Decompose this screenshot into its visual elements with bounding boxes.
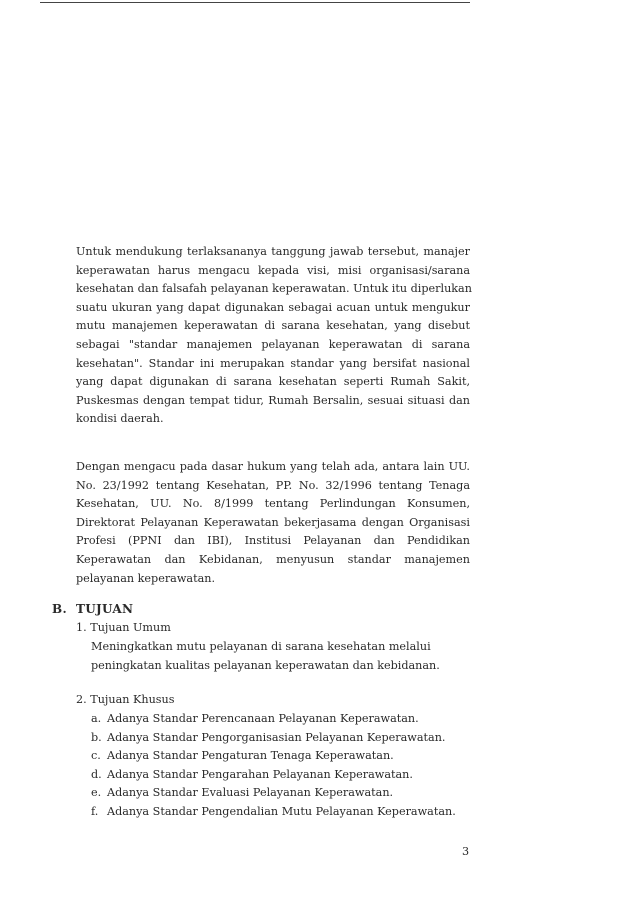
paragraph-line: Puskesmas dengan tempat tidur, Rumah Bersalin, sesuai situasi dan bbox=[76, 393, 470, 407]
list-item-mark: f. bbox=[91, 804, 99, 818]
list-item-mark: d. bbox=[91, 767, 102, 781]
paragraph-line: keperawatan harus mengacu kepada visi, misi organisasi/sarana bbox=[76, 263, 470, 277]
list-item-text: Adanya Standar Pengorganisasian Pelayanan Keperawatan. bbox=[107, 730, 446, 744]
list-item-text: Adanya Standar Evaluasi Pelayanan Keperawatan. bbox=[107, 786, 394, 800]
list-item-mark: b. bbox=[91, 730, 102, 744]
paragraph-line: mutu manajemen keperawatan di sarana kesehatan, yang disebut bbox=[76, 319, 470, 333]
paragraph-line: sebagai "standar manajemen pelayanan keperawatan di sarana bbox=[76, 337, 470, 351]
paragraph-line: suatu ukuran yang dapat digunakan sebagai acuan untuk mengukur bbox=[76, 300, 470, 314]
paragraph-line: pelayanan keperawatan. bbox=[76, 571, 216, 585]
paragraph-line: Dengan mengacu pada dasar hukum yang telah ada, antara lain UU. bbox=[76, 460, 470, 473]
tujuan-umum-line: peningkatan kualitas pelayanan keperawatan dan kebidanan. bbox=[91, 659, 440, 672]
paragraph-line: No. 23/1992 tentang Kesehatan, PP. No. 32/1996 tentang Tenaga bbox=[76, 478, 470, 492]
paragraph-line: kesehatan". Standar ini merupakan standar yang bersifat nasional bbox=[76, 356, 470, 370]
paragraph-line: Untuk mendukung terlaksananya tanggung jawab tersebut, manajer bbox=[76, 245, 470, 258]
list-item bbox=[91, 803, 456, 822]
paragraph-line: Direktorat Pelayanan Keperawatan bekerjasama dengan Organisasi bbox=[76, 515, 470, 529]
list-item bbox=[91, 710, 456, 729]
list-item bbox=[91, 729, 456, 748]
paragraph-line: yang dapat digunakan di sarana kesehatan seperti Rumah Sakit, bbox=[76, 375, 470, 389]
list-item-mark: e. bbox=[91, 786, 102, 800]
top-rule bbox=[40, 2, 470, 3]
paragraph-line: Profesi (PPNI dan IBI), Institusi Pelayanan dan Pendidikan bbox=[76, 534, 470, 548]
list-item-mark: a. bbox=[91, 712, 102, 725]
section-heading-tujuan bbox=[52, 602, 133, 616]
paragraph-line: Kesehatan, UU. No. 8/1999 tentang Perlindungan Konsumen, bbox=[76, 497, 470, 511]
subheading-tujuan-khusus: 2. Tujuan Khusus bbox=[76, 693, 175, 706]
section-title: TUJUAN bbox=[76, 602, 134, 616]
section-letter: B. bbox=[52, 602, 67, 616]
list-item bbox=[91, 784, 456, 803]
page-number: 3 bbox=[462, 845, 470, 858]
list-item-text: Adanya Standar Perencanaan Pelayanan Keperawatan. bbox=[107, 712, 419, 725]
paragraph-standar-manajemen bbox=[76, 243, 470, 429]
list-item bbox=[91, 766, 456, 785]
list-item-text: Adanya Standar Pengaturan Tenaga Keperawatan. bbox=[107, 749, 394, 763]
list-item-text: Adanya Standar Pengendalian Mutu Pelayanan Keperawatan. bbox=[107, 804, 456, 818]
subheading-tujuan-umum: 1. Tujuan Umum bbox=[76, 621, 171, 634]
tujuan-umum-line: Meningkatkan mutu pelayanan di sarana kesehatan melalui bbox=[91, 640, 431, 653]
paragraph-line: Keperawatan dan Kebidanan, menyusun standar manajemen bbox=[76, 552, 470, 566]
paragraph-line: kesehatan dan falsafah pelayanan keperawatan. Untuk itu diperlukan bbox=[76, 282, 472, 296]
list-item-text: Adanya Standar Pengarahan Pelayanan Keperawatan. bbox=[107, 767, 413, 781]
paragraph-line: kondisi daerah. bbox=[76, 412, 164, 426]
paragraph-dasar-hukum bbox=[76, 458, 470, 588]
list-item bbox=[91, 747, 456, 766]
tujuan-khusus-list bbox=[91, 710, 456, 822]
list-item-mark: c. bbox=[91, 749, 101, 763]
